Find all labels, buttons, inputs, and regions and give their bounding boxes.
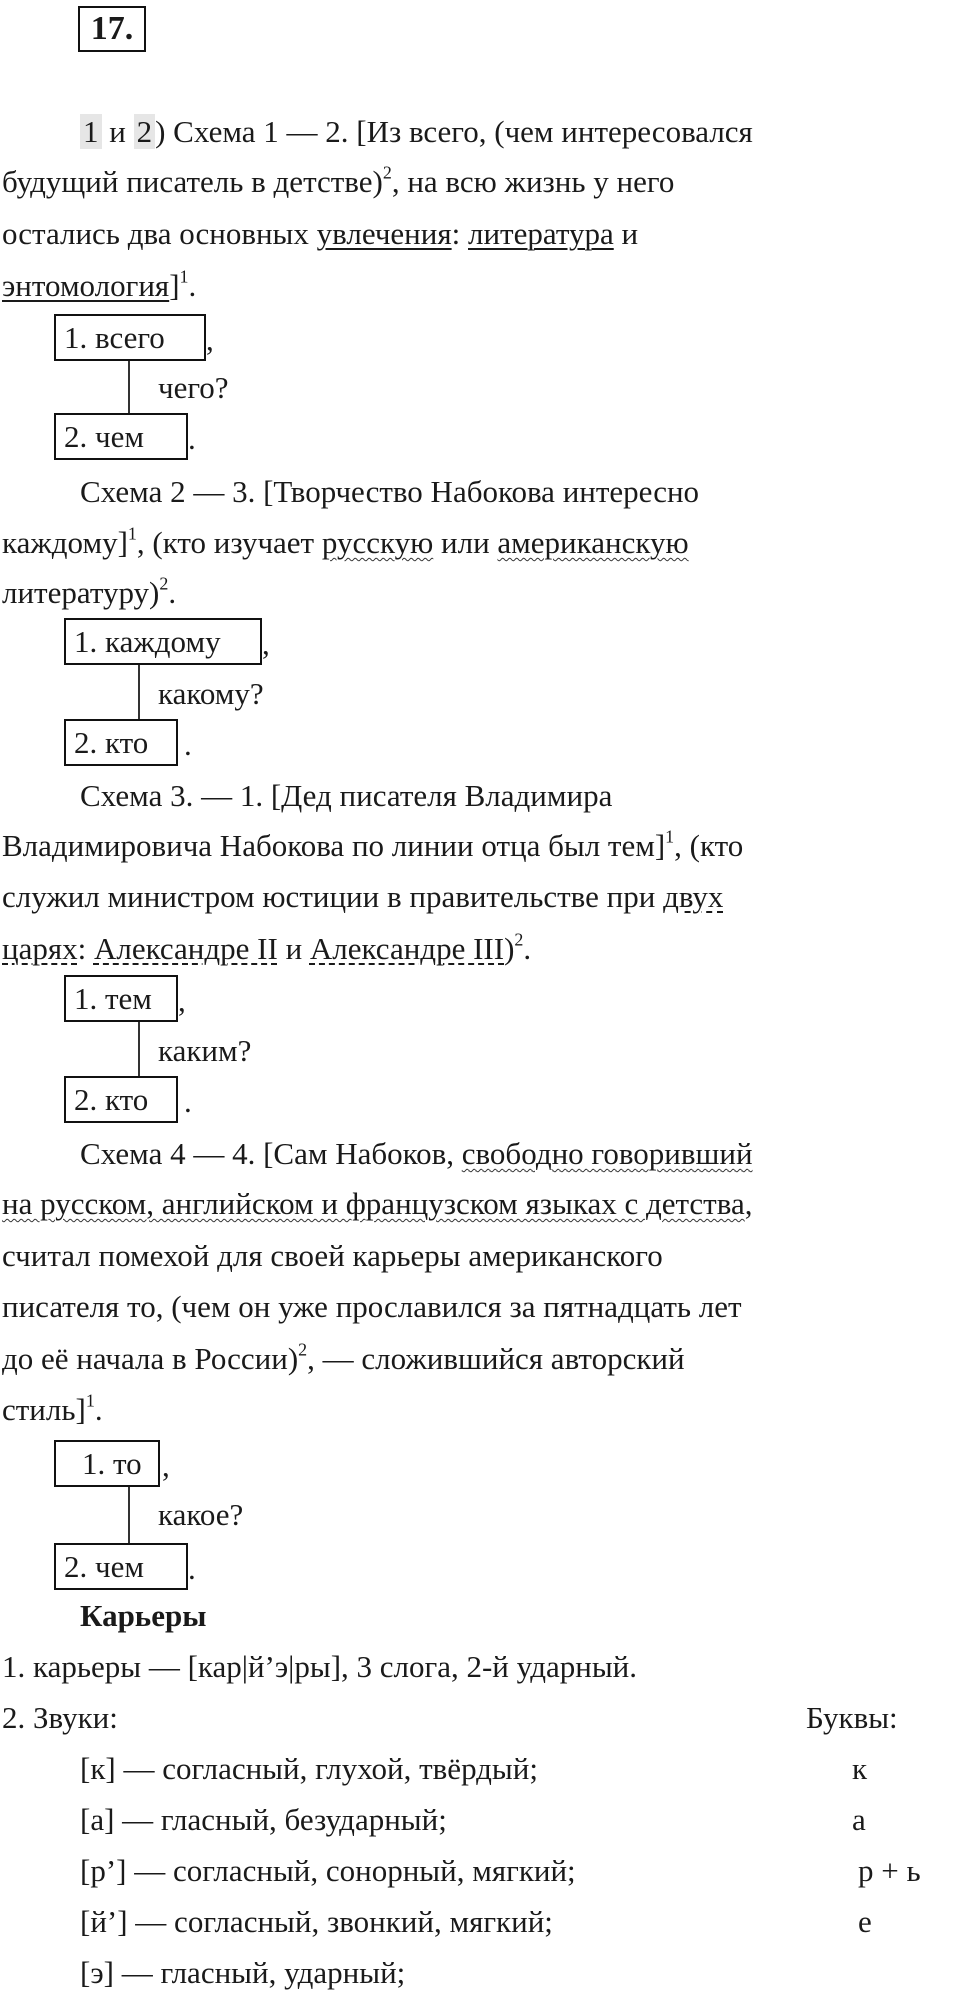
block3-line1: Схема 3. — 1. [Дед писателя Владимира (80, 778, 613, 813)
scheme3-question: каким? (158, 1033, 252, 1068)
sound-row-2: [а] — гласный, безударный; (80, 1802, 447, 1837)
scheme3-connector (138, 1022, 140, 1076)
letter-row-3: р + ь (858, 1853, 921, 1888)
scheme2-connector (138, 665, 140, 719)
underlined-word: увлечения (316, 216, 452, 251)
underlined-word: американскую (497, 525, 689, 560)
block4-line1: Схема 4 — 4. [Сам Набоков, свободно говоривший (80, 1136, 753, 1171)
sounds-label: 2. Звуки: (2, 1700, 118, 1735)
badge-2: 2 (134, 114, 156, 149)
scheme3-comma: , (178, 983, 186, 1018)
letter-row-1: к (852, 1751, 868, 1786)
task-number: 17. (78, 6, 146, 52)
scheme1-comma: , (206, 322, 214, 357)
letters-label: Буквы: (806, 1700, 898, 1735)
scheme3-box2: 2. кто (64, 1076, 178, 1123)
analysis-heading: Карьеры (80, 1598, 207, 1633)
block2-line3: литературу)$^2$. (2, 573, 177, 610)
block4-line6: стиль]$^1$. (2, 1390, 103, 1427)
scheme1-box2: 2. чем (54, 413, 188, 460)
underlined-word: литература (468, 216, 614, 251)
letter-row-4: е (858, 1904, 872, 1939)
badge-1: 1 (80, 114, 102, 149)
block2-line2: каждому]$^1$, (кто изучает русскую или американскую (2, 523, 689, 560)
underlined-word: русскую (321, 525, 434, 560)
underlined-phrase: на русском, английском и французском языках с детства (2, 1186, 745, 1221)
scheme4-dot: . (188, 1551, 196, 1586)
scheme2-question: какому? (158, 676, 264, 711)
letter-row-2: а (852, 1802, 866, 1837)
scheme1-dot: . (188, 421, 196, 456)
block1-line1: 1 и 2) Схема 1 — 2. [Из всего, (чем интересовался (80, 116, 753, 147)
sound-row-1: [к] — согласный, глухой, твёрдый; (80, 1751, 538, 1786)
underlined-word: двух (663, 879, 724, 914)
underlined-phrase: свободно говоривший (461, 1136, 753, 1171)
scheme4-question: какое? (158, 1497, 244, 1532)
underlined-word: энтомология (2, 268, 170, 303)
scheme1-box1: 1. всего (54, 314, 206, 361)
scheme1-question: чего? (158, 370, 229, 405)
underlined-word: Александре III (309, 931, 505, 966)
scheme2-dot: . (184, 727, 192, 762)
sound-row-3: [р’] — согласный, сонорный, мягкий; (80, 1853, 576, 1888)
scheme2-comma: , (262, 626, 270, 661)
sound-row-5: [э] — гласный, ударный; (80, 1955, 406, 1990)
scheme4-comma: , (162, 1448, 170, 1483)
scheme3-dot: . (184, 1084, 192, 1119)
block3-line3: служил министром юстиции в правительстве при двух (2, 879, 724, 914)
scheme2-box1: 1. каждому (64, 618, 262, 665)
block3-line2: Владимировича Набокова по линии отца был тем]$^1$, (кто (2, 826, 744, 863)
sound-row-4: [й’] — согласный, звонкий, мягкий; (80, 1904, 553, 1939)
scheme2-box2: 2. кто (64, 719, 178, 766)
scheme4-box1: 1. то (54, 1440, 160, 1487)
analysis-item1: 1. карьеры — [кар|й’э|ры], 3 слога, 2-й ударный. (2, 1649, 637, 1684)
scheme4-box2: 2. чем (54, 1543, 188, 1590)
block1-line3: остались два основных увлечения: литература и (2, 216, 639, 251)
block1-line2: будущий писатель в детстве)$^2$, на всю жизнь у него (2, 162, 675, 199)
block1-line4: энтомология]$^1$. (2, 266, 197, 303)
block3-line4: царях: Александре II и Александре III)$^2$. (2, 929, 532, 966)
underlined-word: царях (2, 931, 78, 966)
scheme4-connector (128, 1487, 130, 1543)
scheme1-connector (128, 361, 130, 413)
block4-line2: на русском, английском и французском языках с детства, (2, 1186, 753, 1221)
scheme3-box1: 1. тем (64, 975, 178, 1022)
block4-line3: считал помехой для своей карьеры американского (2, 1238, 663, 1273)
block4-line5: до её начала в России)$^2$, — сложившийся авторский (2, 1339, 685, 1376)
block2-line1: Схема 2 — 3. [Творчество Набокова интересно (80, 474, 700, 509)
underlined-word: Александре II (93, 931, 278, 966)
block4-line4: писателя то, (чем он уже прославился за пятнадцать лет (2, 1289, 742, 1324)
